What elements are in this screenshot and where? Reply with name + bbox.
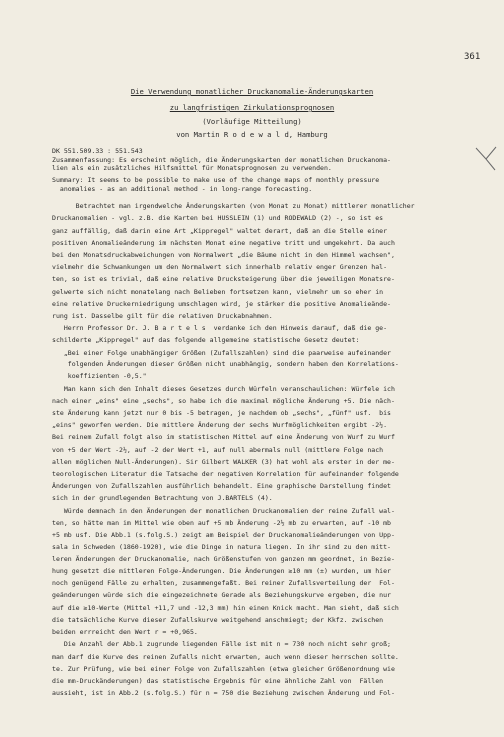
body-line: Die Anzahl der Abb.1 zugrunde liegenden Fälle ist mit n = 730 noch nicht sehr groß; xyxy=(52,640,391,648)
body-line: man darf die Kurve des reinen Zufalls nicht erwarten, auch wenn dieser herrschen sollte. xyxy=(52,653,399,661)
dk-classification: DK 551.509.33 : 551.543 xyxy=(52,147,143,155)
zusammenfassung-line: Zusammenfassung: Es erscheint möglich, die Änderungskarten der monatlichen Druckanoma- xyxy=(52,156,391,164)
body-line: sich in der grundlegenden Betrachtung von J.BARTELS (4). xyxy=(52,494,273,502)
body-line: allen möglichen Null-Änderungen). Sir Gilbert WALKER (3) hat wohl als erster in der me- xyxy=(52,458,395,466)
body-line: beiden errreicht den Wert r = +0,965. xyxy=(52,628,198,636)
body-line: Betrachtet man irgendwelche Änderungskarten (von Monat zu Monat) mittlerer monatlicher xyxy=(52,202,415,210)
body-line: Herrn Professor Dr. J. B a r t e l s verdanke ich den Hinweis darauf, daß die ge- xyxy=(52,324,388,332)
body-line: die tatsächliche Kurve dieser Zufallskurve weitgehend anschmiegt; der Kkfz. zwischen xyxy=(52,616,384,624)
body-line: positiven Anomalieänderung im nächsten Monat eine negative tritt und umgekehrt. Da auch xyxy=(52,239,395,247)
body-line: sala in Schweden (1860-1920), wie die Dinge in natura liegen. In ihr sind zu den mitt- xyxy=(52,543,391,551)
body-line: schilderte „Kippregel" auf das folgende allgemeine statistische Gesetz deutet: xyxy=(52,336,360,344)
body-line: nach einer „eins" eine „sechs", so habe ich die maximal mögliche Änderung +5. Die näch- xyxy=(52,397,395,405)
body-line: auf die ≥10-Werte (Mittel +11,7 und -12,3 mm) hin einen Knick macht. Man sieht, daß sich xyxy=(52,604,399,612)
body-line: die mm-Druckänderungen) das statistische Ergebnis für eine ähnliche Zahl von Fällen xyxy=(52,677,384,685)
author: von Martin R o d e w a l d, Hamburg xyxy=(176,130,328,139)
body-line: bei den Monatsdruckabweichungen vom Normalwert „die Bäume nicht in den Himmel wachsen", xyxy=(52,251,395,259)
title-line-2: zu langfristigen Zirkulationsprognosen xyxy=(169,103,335,112)
body-line: von +5 der Wert -2½, auf -2 der Wert +1, auf null abermals null (mittlere Folge nach xyxy=(52,446,384,454)
body-line: teorologischen Literatur die Tatsache der negativen Korrelation für aufeinander folgende xyxy=(52,470,399,478)
summary-line: Summary: It seems to be possible to make use of the change maps of monthly pressure xyxy=(52,176,380,184)
zusammenfassung-line: lien als ein zusätzliches Hilfsmittel für Monatsprognosen zu verwenden. xyxy=(52,164,332,172)
body-line: leren Änderungen der Druckanomalie, nach Größenstufen von ganzen mm geordnet, in Bezie- xyxy=(52,555,395,563)
body-line: +5 mb usf. Die Abb.1 (s.folg.S.) zeigt am Beispiel der Druckanomalieänderungen von Upp- xyxy=(52,531,395,539)
body-line: „Bei einer Folge unabhängiger Größen (Zufallszahlen) sind die paarweise aufeinander xyxy=(52,349,391,357)
body-line: geänderungen würde sich die eingezeichnete Gerade als Beziehungskurve ergeben, die nur xyxy=(52,591,391,599)
body-line: vielmehr die Schwankungen um den Normalwert sich innerhalb relativ enger Grenzen hal- xyxy=(52,263,388,271)
body-line: Bei reinem Zufall folgt also im statistischen Mittel auf eine Änderung von Wurf zu Wurf xyxy=(52,433,395,441)
summary-line: anomalies - as an additional method - in long-range forecasting. xyxy=(52,185,313,193)
title-line-1: Die Verwendung monatlicher Druckanomalie-Änderungskarten xyxy=(130,87,374,96)
page-number: 361 xyxy=(464,52,481,62)
body-line: ten, so ist es trivial, daß eine relative Drucksteigerung über die jeweiligen Monatsre- xyxy=(52,275,395,283)
body-line: eine relative Druckerniedrigung umschlagen wird, je stärker die positive Anomalieände- xyxy=(52,300,391,308)
body-line: noch genügend Fälle zu erhalten, zusammengefaßt. Bei reiner Zufallsverteilung der Fol- xyxy=(52,579,395,587)
body-line: Man kann sich den Inhalt dieses Gesetzes durch Würfeln veranschaulichen: Würfele ich xyxy=(52,385,395,393)
body-line: ste Änderung kann jetzt nur 0 bis -5 betragen, je nachdem ob „sechs", „fünf" usf. bis xyxy=(52,409,391,417)
body-line: „eins" geworfen werden. Die mittlere Änderung der sechs Wurfmöglichkeiten ergibt -2½. xyxy=(52,421,388,429)
body-line: folgenden Änderungen dieser Größen nicht unabhängig, sondern haben den Korrelations- xyxy=(52,360,399,368)
body-line: Würde demnach in den Änderungen der monatlichen Druckanomalien der reine Zufall wal- xyxy=(52,507,395,515)
body-line: Änderungen von Zufallszahlen ausführlich behandelt. Eine graphische Darstellung findet xyxy=(52,482,391,490)
body-line: aussieht, ist in Abb.2 (s.folg.S.) für n = 750 die Beziehung zwischen Änderung und Fol- xyxy=(52,689,395,697)
body-line: Druckanomalien - vgl. z.B. die Karten bei HUSSLEIN (1) und RODEWALD (2) -, so ist es xyxy=(52,214,384,222)
body-line: rung ist. Dasselbe gilt für die relativen Druckabnahmen. xyxy=(52,312,273,320)
body-line: hung gesetzt die mittleren Folge-Änderungen. Die Änderungen ≥10 mm (±) wurden, um hier xyxy=(52,567,391,575)
body-line: ten, so hätte man im Mittel wie oben auf +5 mb Änderung -2½ mb zu erwarten, auf -10 mb xyxy=(52,519,391,527)
subtitle: (Vorläufige Mitteilung) xyxy=(202,117,302,126)
body-line: gelwerte sich nicht monatelang nach Belieben fortsetzen kann, vielmehr um so eher in xyxy=(52,288,384,296)
body-line: koeffizienten -0,5." xyxy=(52,372,147,380)
body-line: ganz auffällig, daß darin eine Art „Kippregel" waltet derart, daß an die Stelle einer xyxy=(52,227,388,235)
body-line: te. Zur Prüfung, wie bei einer Folge von Zufallszahlen (etwa gleicher Größenordnung wie xyxy=(52,665,395,673)
handwritten-check-mark xyxy=(475,146,497,172)
